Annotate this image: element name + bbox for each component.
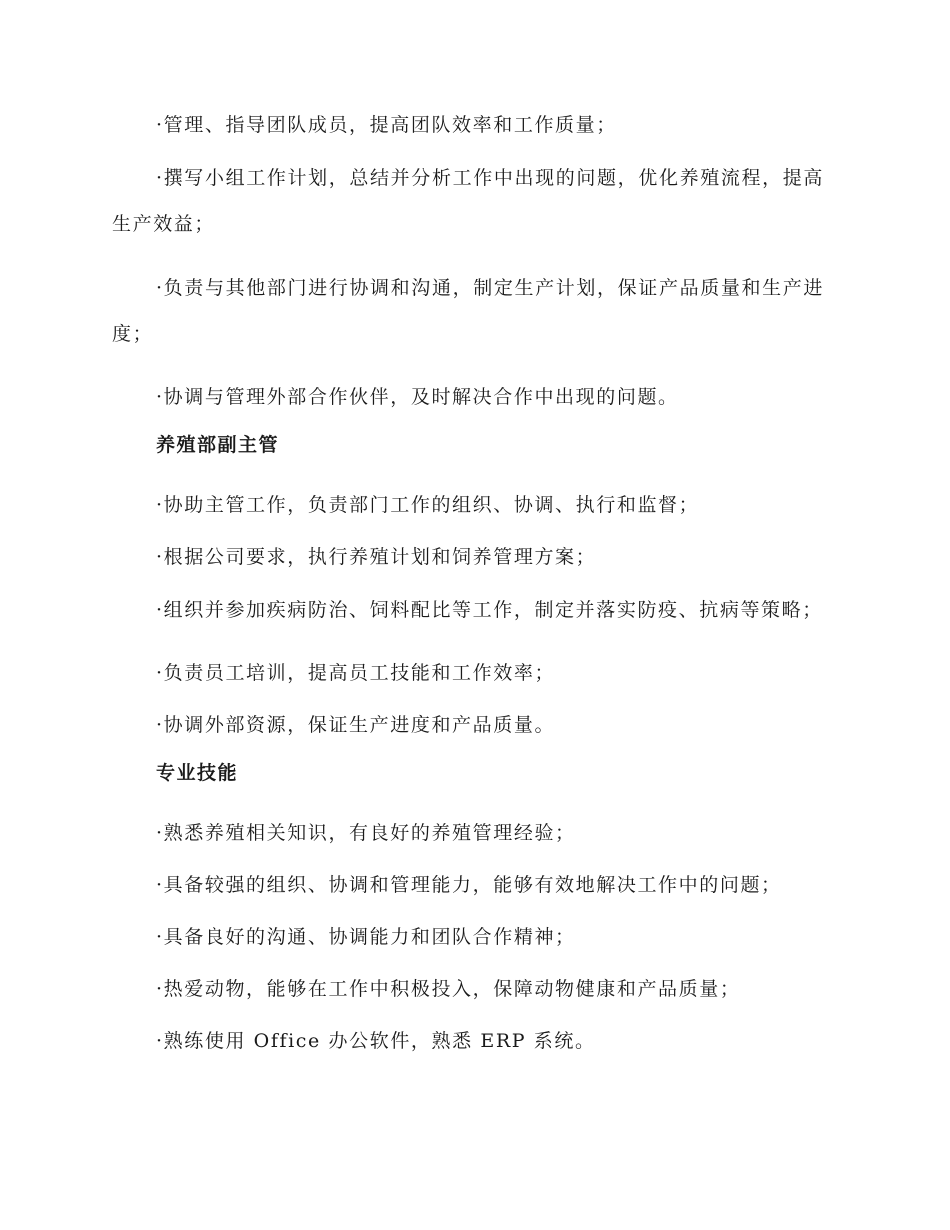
section-heading-skills: 专业技能 xyxy=(156,762,239,784)
duty-item: ·协调与管理外部合作伙伴，及时解决合作中出现的问题。 xyxy=(156,386,679,408)
duty-item: ·负责员工培训，提高员工技能和工作效率； xyxy=(156,662,556,684)
duty-item: ·撰写小组工作计划，总结并分析工作中出现的问题，优化养殖流程，提高生产效益； xyxy=(112,167,824,235)
skill-item: ·具备良好的沟通、协调能力和团队合作精神； xyxy=(156,926,576,948)
duty-item: ·根据公司要求，执行养殖计划和饲养管理方案； xyxy=(156,546,597,568)
skill-item: ·具备较强的组织、协调和管理能力，能够有效地解决工作中的问题； xyxy=(156,874,782,896)
skill-item: ·熟悉养殖相关知识，有良好的养殖管理经验； xyxy=(156,822,576,844)
document-body xyxy=(112,103,824,1071)
duty-item: ·组织并参加疾病防治、饲料配比等工作，制定并落实防疫、抗病等策略； xyxy=(156,599,823,621)
duty-item: ·管理、指导团队成员，提高团队效率和工作质量； xyxy=(156,114,617,136)
skill-item: ·熟练使用 Office 办公软件，熟悉 ERP 系统。 xyxy=(156,1030,596,1052)
skill-item: ·热爱动物，能够在工作中积极投入，保障动物健康和产品质量； xyxy=(156,978,741,1000)
duty-item: ·协调外部资源，保证生产进度和产品质量。 xyxy=(156,714,556,736)
section-heading-deputy-supervisor: 养殖部副主管 xyxy=(156,434,280,456)
duty-item: ·负责与其他部门进行协调和沟通，制定生产计划，保证产品质量和生产进度； xyxy=(112,277,824,345)
duty-item: ·协助主管工作，负责部门工作的组织、协调、执行和监督； xyxy=(156,494,700,516)
